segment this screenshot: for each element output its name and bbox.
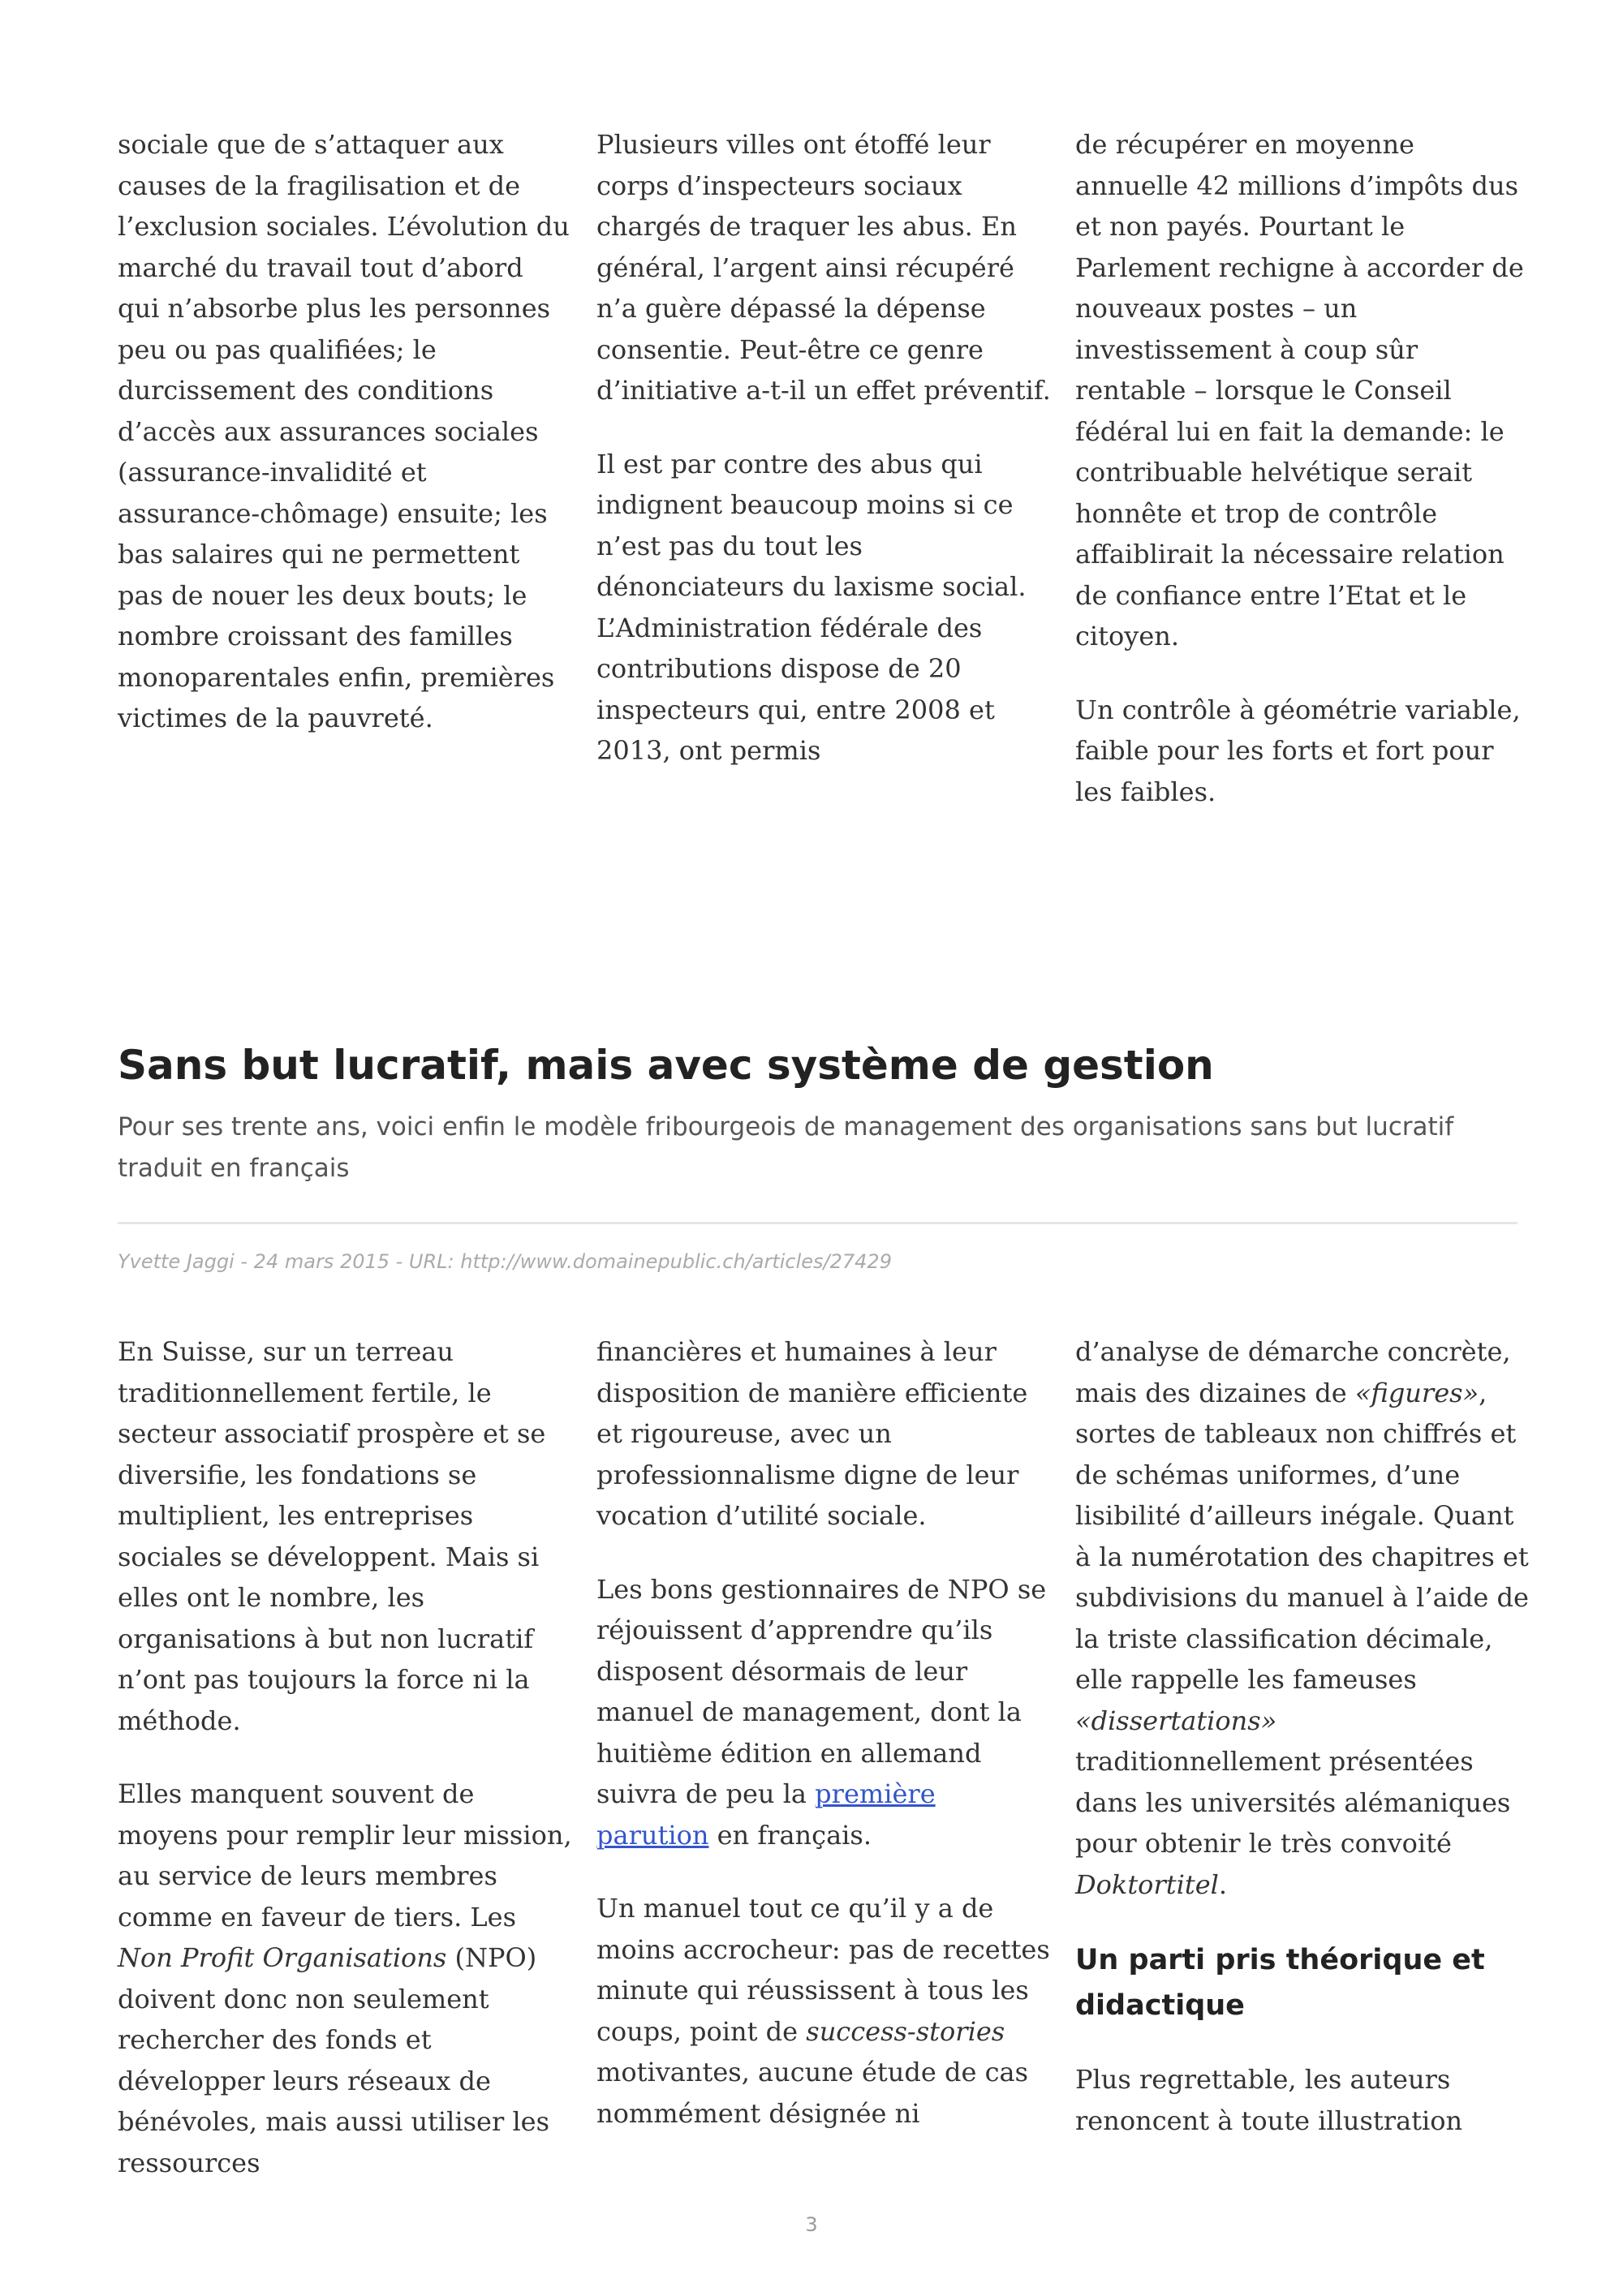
paragraph: Plusieurs villes ont étoffé leur corps d’inspecteurs sociaux chargés de traquer les abus. En général, l’argent ainsi récupéré n’a guère dépassé la dépense consentie. Peut-être ce genre d’initiative a-t-il un effet préventif. [596, 129, 1051, 406]
paragraph [1075, 1331, 1530, 1905]
previous-article-column-2 [596, 124, 1051, 772]
article-subtitle: Pour ses trente ans, voici enfin le modèle fribourgeois de management des organisations sans but lucratif traduit en français [118, 1112, 1454, 1183]
text-run: en français. [708, 1819, 872, 1851]
paragraph: Un contrôle à géométrie variable, faible pour les forts et fort pour les faibles. [1075, 694, 1521, 807]
article-column-1 [118, 1331, 572, 2183]
text-run: traditionnellement présentées dans les universités alémaniques pour obtenir le très convoité [1075, 1746, 1511, 1859]
paragraph: Il est par contre des abus qui indignent beaucoup moins si ce n’est pas du tout les dénonciateurs du laxisme social. L’Administration fédérale des contributions dispose de 20 inspecteurs qui, entre 2008 et 2013, ont permis [596, 448, 1027, 766]
emphasis-text: «figures» [1354, 1377, 1479, 1408]
previous-article-column-1 [118, 124, 572, 739]
text-run: d’analyse de démarche concrète, mais des dizaines de [1075, 1336, 1511, 1408]
emphasis-text: Non Profit Organisations [118, 1942, 447, 1973]
paragraph [118, 1774, 572, 2183]
text-run: Un manuel tout ce qu’il y a de moins accrocheur: pas de recettes minute qui réussissent à tous les coups, point de [596, 1893, 1050, 2047]
emphasis-text: Doktortitel [1075, 1868, 1219, 1900]
text-run: Les bons gestionnaires de NPO se réjouissent d’apprendre qu’ils disposent désormais de leur manuel de management, dont la huitième édition en allemand suivra de peu la [596, 1573, 1047, 1809]
text-run: motivantes, aucune étude de cas nommément désignée ni [596, 2057, 1028, 2129]
article-column-3 [1075, 1331, 1530, 2141]
premiere-parution-link[interactable]: première parution [596, 1778, 936, 1851]
text-run: , sortes de tableaux non chiffrés et de schémas uniformes, d’une lisibilité d’ailleurs inégale. Quant à la numérotation des chapitres et subdivisions du manuel à l’aide de la triste classification décimale, elle rappelle les fameuses [1075, 1377, 1529, 1695]
emphasis-text: success-stories [806, 2015, 1005, 2047]
page-number: 3 [805, 2213, 818, 2236]
emphasis-text: «dissertations» [1075, 1705, 1277, 1736]
article-column-2 [596, 1331, 1051, 2134]
text-run: (NPO) doivent donc non seulement rechercher des fonds et développer leurs réseaux de bénévoles, mais aussi utiliser les ressources [118, 1942, 550, 2178]
paragraph: financières et humaines à leur disposition de manière efficiente et rigoureuse, avec un professionnalisme digne de leur vocation d’utilité sociale. [596, 1336, 1028, 1531]
article-title: Sans but lucratif, mais avec système de gestion [118, 1042, 1214, 1089]
paragraph: En Suisse, sur un terreau traditionnellement fertile, le secteur associatif prospère et se diversifie, les fondations se multiplient, les entreprises sociales se développent. Mais si elles ont le nombre, les organisations à but non lucratif n’ont pas toujours la force ni la méthode. [118, 1336, 546, 1736]
paragraph: Plus regrettable, les auteurs renoncent à toute illustration [1075, 2064, 1463, 2136]
article-meta: Yvette Jaggi - 24 mars 2015 - URL: http://www.domainepublic.ch/articles/27429 [118, 1250, 892, 1273]
paragraph [596, 1888, 1051, 2134]
text-run: Elles manquent souvent de moyens pour remplir leur mission, au service de leurs membres comme en faveur de tiers. Les [118, 1778, 572, 1933]
previous-article-column-3 [1075, 124, 1530, 812]
section-heading: Un parti pris théorique et didactique [1075, 1944, 1485, 2022]
header-divider [118, 1222, 1518, 1224]
paragraph: de récupérer en moyenne annuelle 42 millions d’impôts dus et non payés. Pourtant le Parlement rechigne à accorder de nouveaux postes – un investissement à coup sûr rentable – lorsque le Conseil fédéral lui en fait la demande: le contribuable helvétique serait honnête et trop de contrôle affaiblirait la nécessaire relation de confiance entre l’Etat et le citoyen. [1075, 129, 1524, 651]
text-run: . [1218, 1868, 1228, 1900]
paragraph: sociale que de s’attaquer aux causes de la fragilisation et de l’exclusion sociales. L’évolution du marché du travail tout d’abord qui n’absorbe plus les personnes peu ou pas qualifiées; le durcissement des conditions d’accès aux assurances sociales (assurance-invalidité et assurance-chômage) ensuite; les bas salaires qui ne permettent pas de nouer les deux bouts; le nombre croissant des familles monoparentales enfin, premières victimes de la pauvreté. [118, 129, 570, 733]
paragraph [596, 1569, 1051, 1856]
